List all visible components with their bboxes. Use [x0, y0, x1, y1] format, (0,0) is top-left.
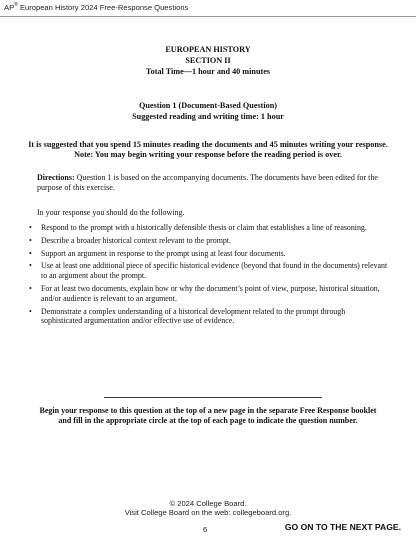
- bullet-icon: •: [29, 261, 32, 271]
- question-time: Suggested reading and writing time: 1 hour: [132, 112, 284, 121]
- list-item: • Describe a broader historical context relevant to the prompt.: [29, 235, 231, 245]
- page-number: 6: [203, 525, 208, 534]
- time-suggestion: [0, 140, 416, 160]
- question-title: Question 1 (Document-Based Question): [138, 101, 278, 110]
- directions-text: Question 1 is based on the accompanying documents. The documents have been edited for the purpose of this exercise.: [37, 173, 378, 192]
- section-number: SECTION II: [185, 56, 231, 65]
- closing-line-2: and fill in the appropriate circle at the top of each page to indicate the question number.: [58, 416, 358, 425]
- requirements-list: [28, 223, 388, 329]
- response-intro: In your response you should do the following.: [37, 208, 185, 217]
- page-footer: [0, 499, 416, 517]
- running-header: AP® European History 2024 Free-Response Questions: [4, 2, 189, 12]
- list-item: • For at least two documents, explain how or why the document’s point of view, purpose, historical situation, and/or audience is relevant to an argument.: [29, 283, 380, 303]
- bullet-icon: •: [29, 248, 32, 258]
- directions-label: Directions:: [37, 173, 75, 182]
- list-item: • Respond to the prompt with a historically defensible thesis or claim that establishes a line of reasoning.: [29, 223, 367, 232]
- bullet-icon: •: [29, 306, 32, 316]
- separator-line: [104, 397, 322, 398]
- list-item: • Support an argument in response to the prompt using at least four documents.: [29, 248, 286, 258]
- closing-line-1: Begin your response to this question at the top of a new page in the separate Free Response booklet: [39, 406, 377, 415]
- section-total-time: Total Time—1 hour and 40 minutes: [145, 67, 271, 76]
- list-item: • Demonstrate a complex understanding of a historical development related to the prompt through sophisticated argumentation and/or effective use of evidence.: [29, 306, 346, 326]
- suggestion-line-1: It is suggested that you spend 15 minutes reading the documents and 45 minutes writing your response.: [28, 140, 388, 149]
- directions-paragraph: [37, 173, 387, 193]
- website-notice: Visit College Board on the web: collegeboard.org.: [124, 508, 292, 517]
- section-subject: EUROPEAN HISTORY: [165, 45, 251, 54]
- copyright-notice: © 2024 College Board.: [169, 499, 247, 508]
- section-title: [0, 44, 416, 77]
- bullet-icon: •: [29, 283, 32, 293]
- list-item: • Use at least one additional piece of specific historical evidence (beyond that found in the documents) relevant to an argument about the prompt.: [29, 261, 388, 281]
- bullet-icon: •: [29, 223, 32, 232]
- suggestion-line-2: Note: You may begin writing your response before the reading period is over.: [74, 150, 342, 159]
- closing-instructions: [0, 406, 416, 426]
- header-rule: [0, 16, 416, 17]
- next-page-notice: GO ON TO THE NEXT PAGE.: [284, 522, 401, 532]
- question-heading: [0, 100, 416, 122]
- bullet-icon: •: [29, 235, 32, 245]
